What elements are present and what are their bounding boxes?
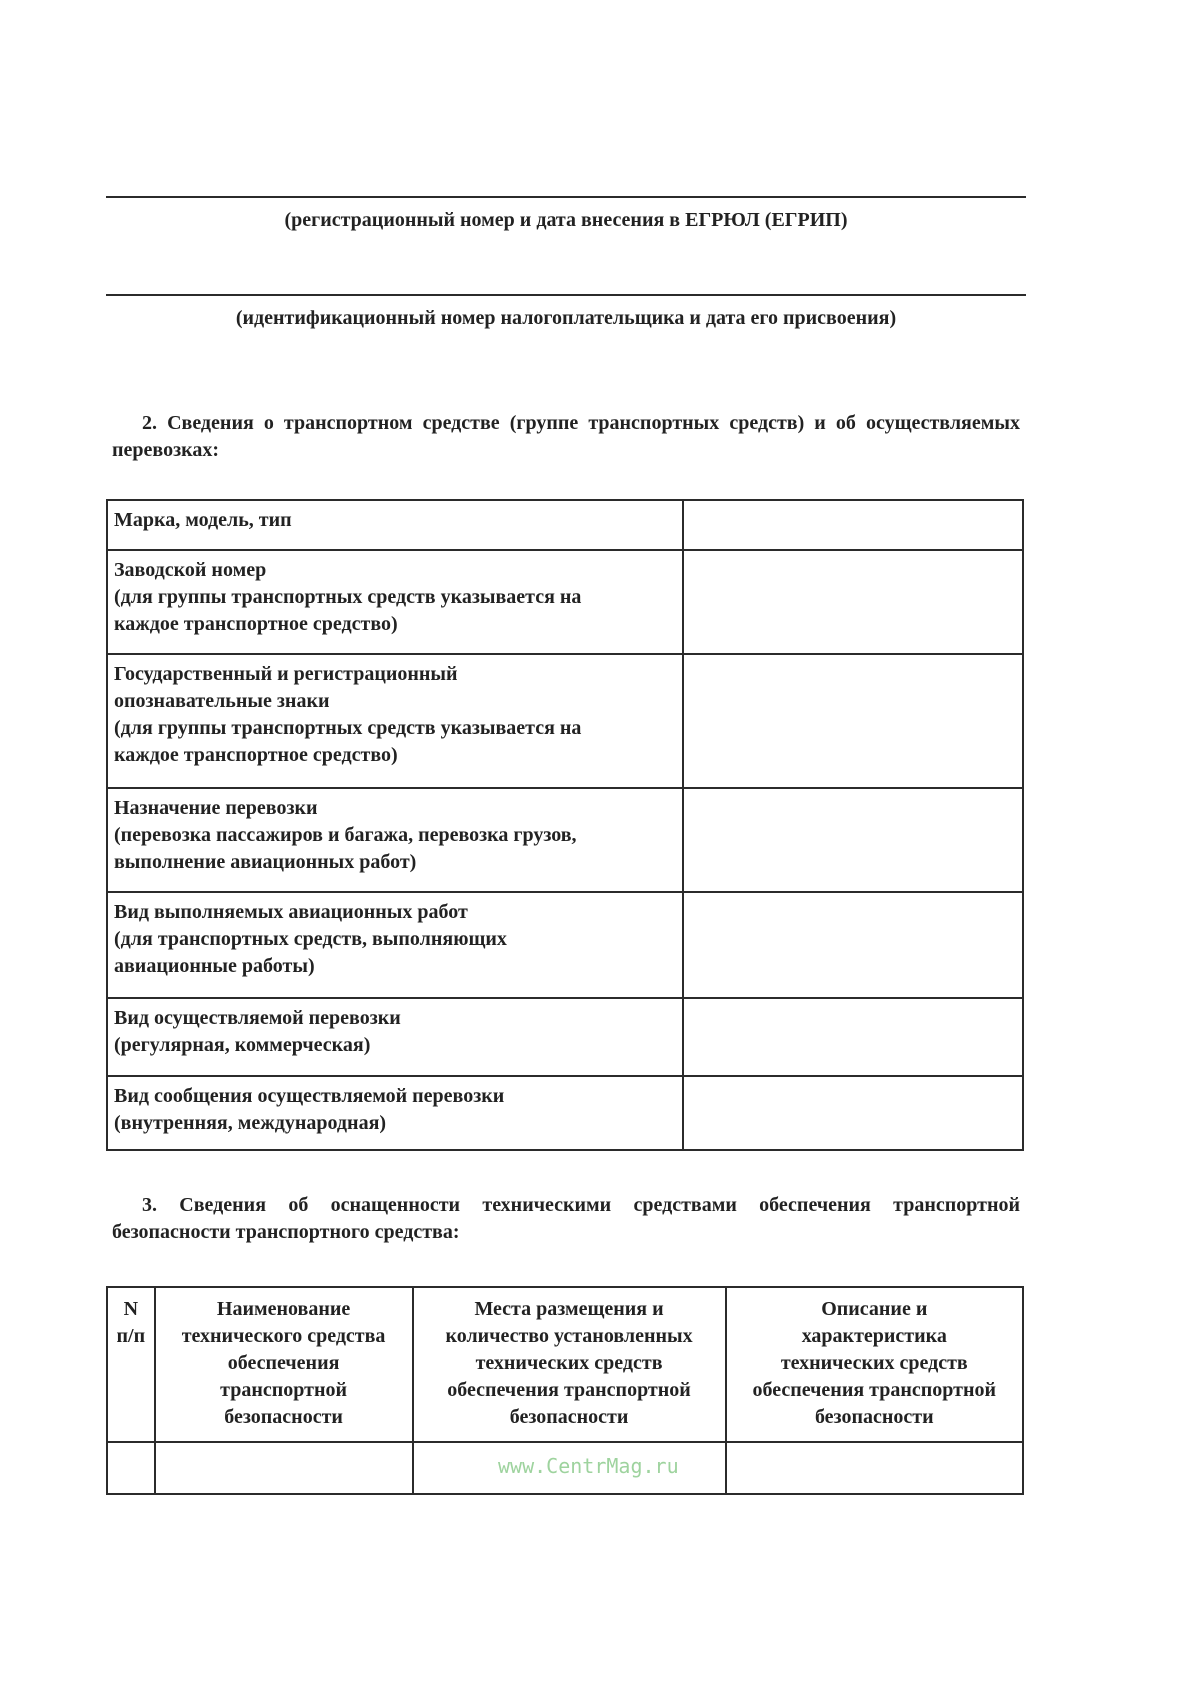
table-row bbox=[107, 788, 1023, 892]
cell-name[interactable] bbox=[155, 1442, 413, 1494]
inn-line bbox=[106, 294, 1026, 296]
section-2-heading: 2. Сведения о транспортном средстве (группе транспортных средств) и об осуществляемых перевозках: bbox=[112, 412, 1020, 461]
column-header-description: Описание и характеристика технических средств обеспечения транспортной безопасности bbox=[726, 1287, 1023, 1442]
row-label-make-model: Марка, модель, тип bbox=[107, 500, 683, 550]
row-value-make-model[interactable] bbox=[683, 500, 1023, 550]
row-value-transport-purpose[interactable] bbox=[683, 788, 1023, 892]
table-row bbox=[107, 998, 1023, 1076]
row-label-route-kind: Вид сообщения осуществляемой перевозки (внутренняя, международная) bbox=[107, 1076, 683, 1150]
column-header-placement: Места размещения и количество установленных технических средств обеспечения транспортной безопасности bbox=[413, 1287, 726, 1442]
column-header-number: N п/п bbox=[107, 1287, 155, 1442]
watermark: www.CentrMag.ru bbox=[498, 1454, 679, 1478]
row-value-route-kind[interactable] bbox=[683, 1076, 1023, 1150]
transport-info-table bbox=[106, 499, 1024, 1151]
table-row bbox=[107, 892, 1023, 998]
row-label-serial-number: Заводской номер (для группы транспортных средств указывается на каждое транспортное средство) bbox=[107, 550, 683, 654]
row-label-aviation-works: Вид выполняемых авиационных работ (для транспортных средств, выполняющих авиационные работы) bbox=[107, 892, 683, 998]
row-value-transport-kind[interactable] bbox=[683, 998, 1023, 1076]
table-row bbox=[107, 1076, 1023, 1150]
table-header-row bbox=[107, 1287, 1023, 1442]
section-3-heading: 3. Сведения об оснащенности техническими средствами обеспечения транспортной безопасности транспортного средства: bbox=[112, 1194, 1020, 1243]
registration-line bbox=[106, 196, 1026, 198]
table-row bbox=[107, 654, 1023, 788]
registration-caption: (регистрационный номер и дата внесения в ЕГРЮЛ (ЕГРИП) bbox=[284, 209, 848, 231]
row-value-aviation-works[interactable] bbox=[683, 892, 1023, 998]
cell-number[interactable] bbox=[107, 1442, 155, 1494]
column-header-name: Наименование технического средства обеспечения транспортной безопасности bbox=[155, 1287, 413, 1442]
inn-caption: (идентификационный номер налогоплательщика и дата его присвоения) bbox=[235, 307, 897, 329]
row-value-registration-marks[interactable] bbox=[683, 654, 1023, 788]
row-label-transport-kind: Вид осуществляемой перевозки (регулярная, коммерческая) bbox=[107, 998, 683, 1076]
cell-description[interactable] bbox=[726, 1442, 1023, 1494]
table-row bbox=[107, 500, 1023, 550]
row-label-transport-purpose: Назначение перевозки (перевозка пассажиров и багажа, перевозка грузов, выполнение авиационных работ) bbox=[107, 788, 683, 892]
row-value-serial-number[interactable] bbox=[683, 550, 1023, 654]
row-label-registration-marks: Государственный и регистрационный опознавательные знаки (для группы транспортных средств указывается на каждое транспортное средство) bbox=[107, 654, 683, 788]
table-row bbox=[107, 550, 1023, 654]
